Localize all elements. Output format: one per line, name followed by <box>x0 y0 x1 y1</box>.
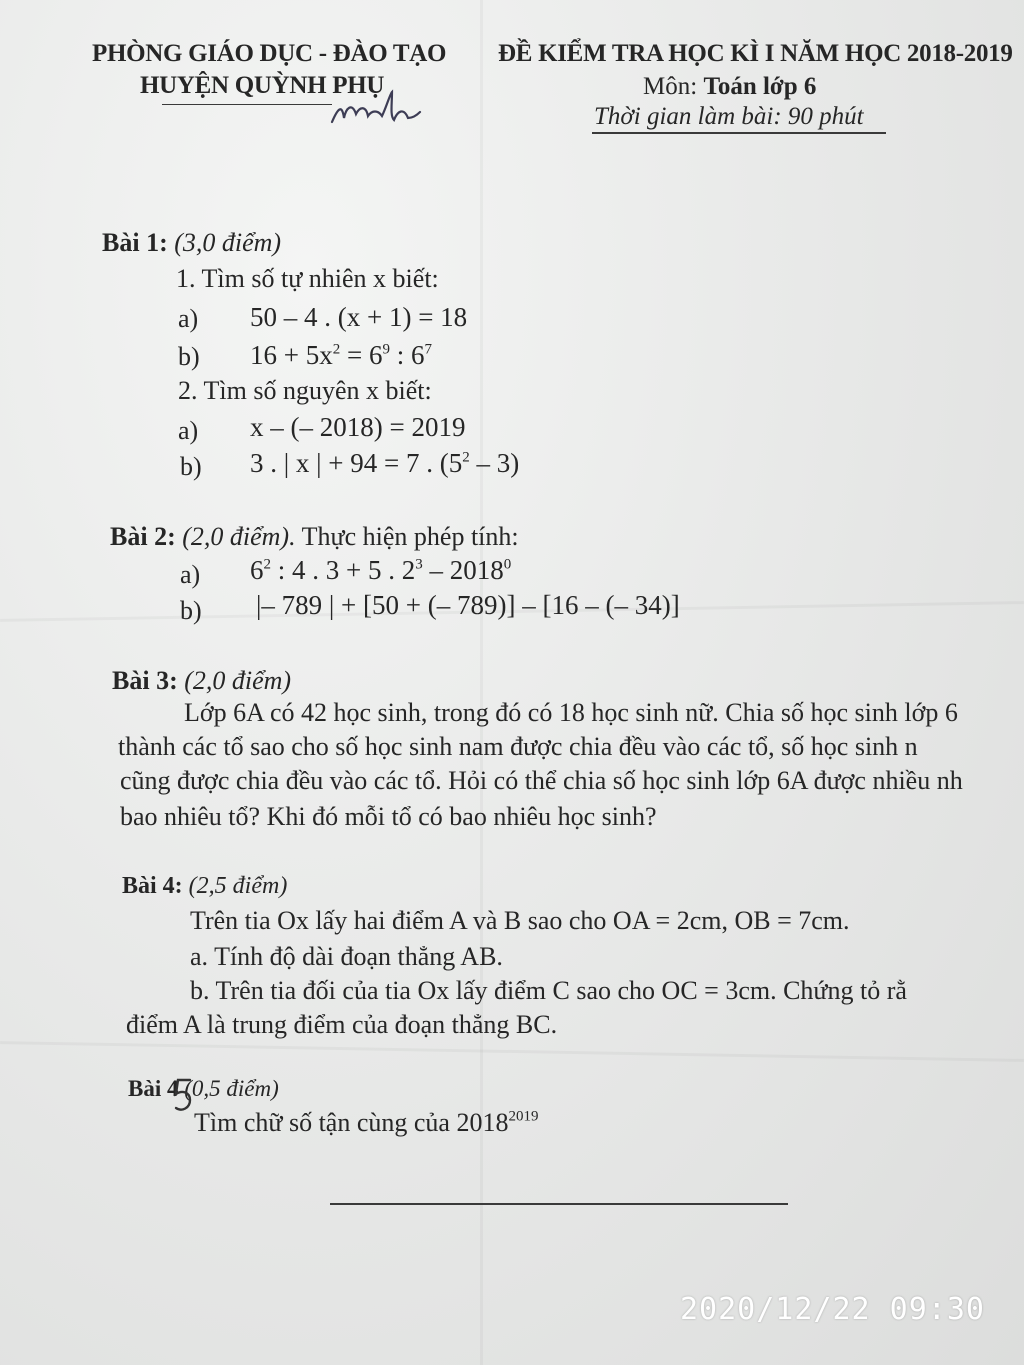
exam-title: ĐỀ KIỂM TRA HỌC KÌ I NĂM HỌC 2018-2019 <box>498 40 1013 67</box>
question-1-1b-label: b) <box>178 342 200 371</box>
question-4-label: Bài 4: <box>122 873 183 899</box>
question-1-2b-label: b) <box>180 452 202 481</box>
question-4-line-2: a. Tính độ dài đoạn thẳng AB. <box>190 942 503 971</box>
question-3-line-1: Lớp 6A có 42 học sinh, trong đó có 18 học sinh nữ. Chia số học sinh lớp 6 <box>184 698 958 727</box>
handwritten-signature <box>328 88 428 138</box>
question-1-1b-expression: $16 + 5x^2 = 6^9$ : $6^7$ <box>250 340 432 370</box>
question-4-line-4: điểm A là trung điểm của đoạn thẳng BC. <box>126 1010 558 1039</box>
header-right-underline <box>592 132 886 134</box>
question-2-points: (2,0 điểm). <box>182 522 296 551</box>
exam-duration: Thời gian làm bài: 90 phút <box>594 103 864 130</box>
question-1-2a-label: a) <box>178 416 199 445</box>
question-1-1a-label: a) <box>178 304 199 333</box>
question-2-heading <box>110 522 519 552</box>
question-1-2b-expression: 3 . | x | + 94 = 7 . $(5^2 - 3)$ <box>250 448 520 478</box>
subject-label: Môn: <box>643 73 698 100</box>
question-2-label: Bài 2: <box>110 522 176 551</box>
question-1-2a-expression: x – (– 2018) = 2019 <box>250 412 466 442</box>
question-5-points: (0,5 điểm) <box>184 1076 279 1101</box>
question-2a-label: a) <box>180 560 201 589</box>
header-left-underline <box>162 104 332 105</box>
subject-value: Toán lớp 6 <box>703 73 817 100</box>
question-3-points: (2,0 điểm) <box>184 666 292 695</box>
question-1-part-1: 1. Tìm số tự nhiên x biết: <box>176 264 439 293</box>
question-4-line-1: Trên tia Ox lấy hai điểm A và B sao cho OA = 2cm, OB = 7cm. <box>190 906 850 935</box>
question-1-heading <box>102 228 281 258</box>
department-name: PHÒNG GIÁO DỤC - ĐÀO TẠO <box>92 40 447 67</box>
subject-line <box>643 73 816 101</box>
question-5-heading <box>128 1076 279 1102</box>
question-2-task: Thực hiện phép tính: <box>295 522 519 551</box>
question-2b-expression: |– 789 | + [50 + (– 789)] – [16 – (– 34)] <box>256 590 680 620</box>
question-3-heading <box>112 666 291 696</box>
district-name: HUYỆN QUỲNH PHỤ <box>140 72 385 99</box>
question-4-heading <box>122 873 287 900</box>
question-5-line-1: Tìm chữ số tận cùng của $2018^{2019}$ <box>194 1108 539 1137</box>
end-of-exam-rule <box>330 1203 788 1205</box>
photo-timestamp: 2020/12/22 09:30 <box>680 1292 985 1327</box>
question-1-1a-expression: 50 – 4 . (x + 1) = 18 <box>250 302 468 332</box>
question-3-line-3: cũng được chia đều vào các tổ. Hỏi có thể chia số học sinh lớp 6A được nhiều nh <box>120 766 963 795</box>
question-3-line-4: bao nhiêu tổ? Khi đó mỗi tổ có bao nhiêu học sinh? <box>120 802 657 831</box>
question-2a-expression: $6^2$ : 4 . 3 + 5 . $2^3 - 2018^0$ <box>250 555 512 585</box>
question-3-label: Bài 3: <box>112 666 178 695</box>
question-1-label: Bài 1: <box>102 228 168 257</box>
question-5-label: Bài 4 <box>128 1076 179 1101</box>
question-2b-label: b) <box>180 596 202 625</box>
question-3-line-2: thành các tổ sao cho số học sinh nam được chia đều vào các tổ, số học sinh n <box>118 732 918 761</box>
question-1-points: (3,0 điểm) <box>174 228 282 257</box>
question-4-points: (2,5 điểm) <box>188 873 288 899</box>
question-1-part-2: 2. Tìm số nguyên x biết: <box>178 376 432 405</box>
question-4-line-3: b. Trên tia đối của tia Ox lấy điểm C sao cho OC = 3cm. Chứng tỏ rằ <box>190 976 907 1005</box>
